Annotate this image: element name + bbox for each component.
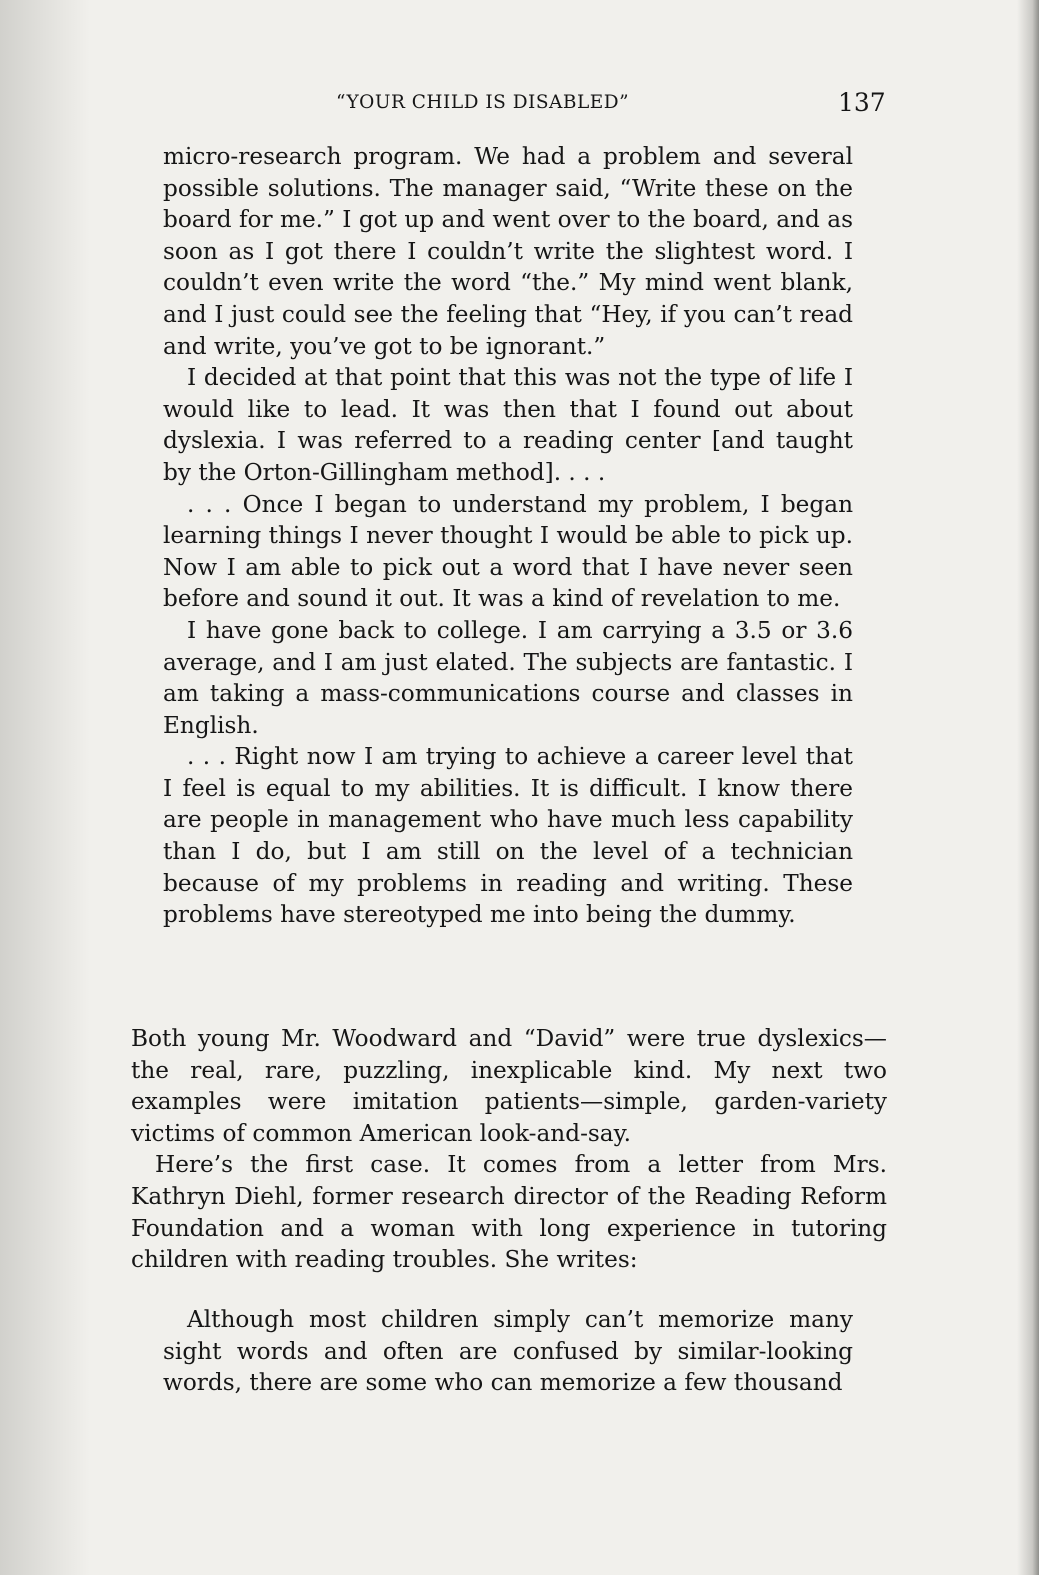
quote-paragraph: Although most children simply can’t memorize many sight words and often are confused by similar-looking words, there are some who can memorize a few thousand (163, 1306, 853, 1397)
block-quote-letter (163, 1304, 853, 1399)
block-quote-testimony (163, 141, 853, 931)
quote-paragraph: . . . Right now I am trying to achieve a career level that I feel is equal to my abilities. It is difficult. I know there are people in management who have much less capability than I do, but I am still on the level of a technician because of my problems in reading and writing. These problems have stereotyped me into being the dummy. (163, 743, 853, 929)
quote-paragraph: . . . Once I began to understand my problem, I began learning things I never thought I would be able to pick up. Now I am able to pick out a word that I have never seen before and sound it out. It was a kind of revelation to me. (163, 490, 853, 613)
page-number: 137 (838, 88, 886, 117)
spine-shadow (0, 0, 90, 1575)
body-paragraph: Here’s the first case. It comes from a letter from Mrs. Kathryn Diehl, former research director of the Reading Reform Foundation and a woman with long experience in tutoring children with reading troubles. She writes: (131, 1151, 887, 1274)
body-text (131, 1023, 887, 1276)
body-paragraph: Both young Mr. Woodward and “David” were true dyslexics—the real, rare, puzzling, inexplicable kind. My next two examples were imitation patients—simple, garden-variety victims of common American look-and-say. (131, 1025, 887, 1147)
quote-paragraph: I decided at that point that this was not the type of life I would like to lead. It was then that I found out about dyslexia. I was referred to a reading center [and taught by the Orton-Gillingham method]. . . . (163, 364, 853, 486)
page-edge (1017, 0, 1039, 1575)
page-header (0, 88, 1039, 122)
running-head: “YOUR CHILD IS DISABLED” (336, 92, 630, 113)
quote-paragraph: I have gone back to college. I am carrying a 3.5 or 3.6 average, and I am just elated. The subjects are fantastic. I am taking a mass-communications course and classes in English. (163, 616, 853, 739)
quote-paragraph: micro-research program. We had a problem and several possible solutions. The manager said, “Write these on the board for me.” I got up and went over to the board, and as soon as I got there I couldn’t write the slightest word. I couldn’t even write the word “the.” My mind went blank, and I just could see the feeling that “Hey, if you can’t read and write, you’ve got to be ignorant.” (163, 143, 853, 360)
